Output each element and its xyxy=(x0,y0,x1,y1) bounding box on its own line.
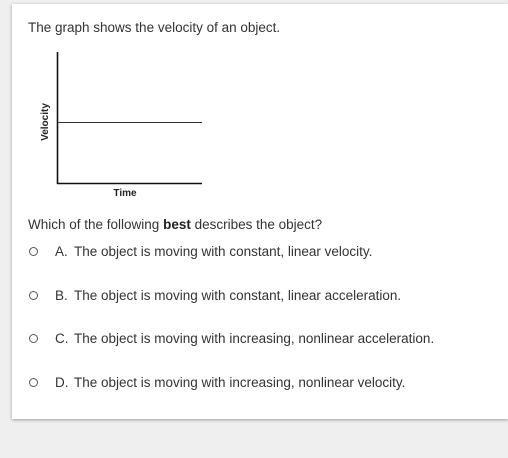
question-stem-after: describes the object? xyxy=(190,217,323,232)
y-axis-label: Velocity xyxy=(40,103,51,141)
option-a-radio[interactable] xyxy=(29,247,38,256)
option-d-letter: D. xyxy=(55,374,69,390)
x-axis-label: Time xyxy=(113,188,137,199)
question-stem xyxy=(28,217,322,232)
question-prompt: The graph shows the velocity of an object. xyxy=(28,20,281,35)
option-c[interactable] xyxy=(28,327,434,349)
option-d-radio[interactable] xyxy=(29,378,38,387)
option-b-radio[interactable] xyxy=(29,291,38,300)
option-c-radio[interactable] xyxy=(29,334,38,343)
option-a-letter: A. xyxy=(55,243,68,259)
option-c-letter: C. xyxy=(55,330,69,346)
question-stem-before: Which of the following xyxy=(28,217,164,232)
question-card xyxy=(12,4,508,419)
option-b-text: The object is moving with constant, linear acceleration. xyxy=(74,287,402,303)
option-c-text: The object is moving with increasing, nonlinear acceleration. xyxy=(74,330,435,346)
option-d-text: The object is moving with increasing, nonlinear velocity. xyxy=(74,374,406,390)
option-b-letter: B. xyxy=(55,287,68,303)
option-b[interactable] xyxy=(28,284,401,306)
option-a-text: The object is moving with constant, linear velocity. xyxy=(74,243,373,259)
option-d[interactable] xyxy=(28,371,405,393)
question-stem-bold: best xyxy=(163,217,191,232)
velocity-time-graph xyxy=(24,48,204,204)
option-a[interactable] xyxy=(28,240,372,262)
